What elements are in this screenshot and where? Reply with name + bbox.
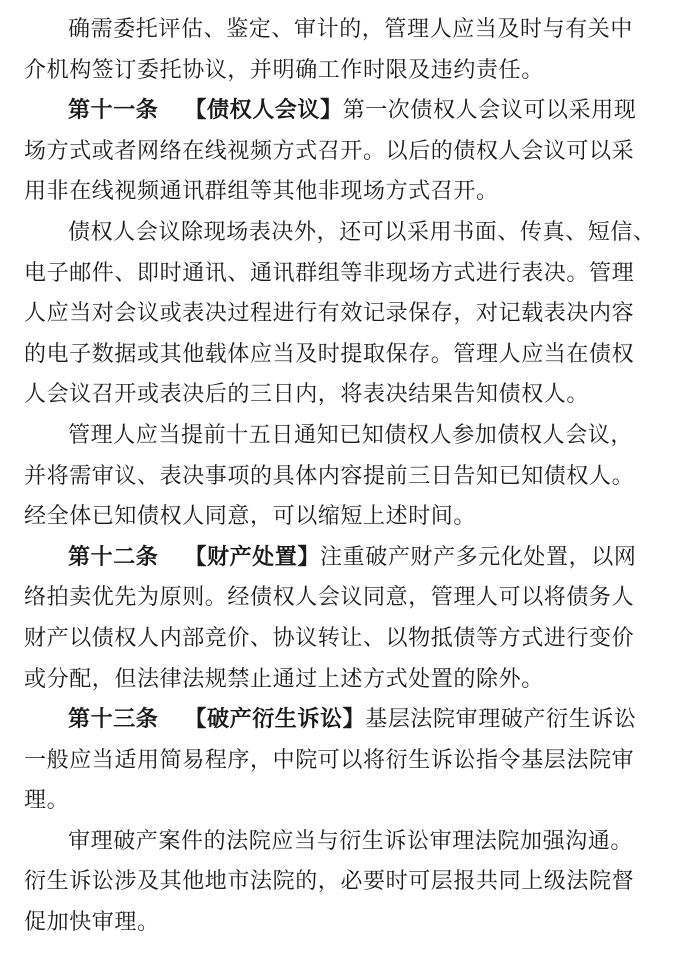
document-page [24,10,658,944]
text-line: 人应当对会议或表决过程进行有效记录保存，对记载表决内容 [24,301,635,327]
text-line: 债权人会议除现场表决外，还可以采用书面、传真、短信、 [68,219,656,245]
text-line: 理。 [24,788,70,814]
article-11-first-line [24,91,658,132]
article-12-first-line [24,538,658,579]
article-number: 第十三条 [68,707,159,733]
article-title: 【破产衍生诉讼】 [184,707,366,733]
text-line: 的电子数据或其他载体应当及时提取保存。管理人应当在债权 [24,341,635,367]
text-line: 或分配，但法律法规禁止通过上述方式处置的除外。 [24,666,544,692]
article-title: 【债权人会议】 [184,98,343,124]
text-span: 第一次债权人会议可以采用现 [342,98,637,124]
paragraph-notice [24,416,658,538]
text-line: 经全体已知债权人同意，可以缩短上述时间。 [24,504,477,530]
text-line: 审理破产案件的法院应当与衍生诉讼审理法院加强沟通。 [68,828,634,854]
text-line: 介机构签订委托协议，并明确工作时限及违约责任。 [24,57,544,83]
text-line: 并将需审议、表决事项的具体内容提前三日告知已知债权人。 [24,463,635,489]
text-line: 财产以债权人内部竞价、协议转让、以物抵债等方式进行变价 [24,625,635,651]
article-13-first-line [24,700,658,741]
paragraph-voting [24,213,658,416]
text-line: 一般应当适用简易程序，中院可以将衍生诉讼指令基层法院审 [24,747,635,773]
text-line: 人会议召开或表决后的三日内，将表决结果告知债权人。 [24,382,590,408]
text-line: 用非在线视频通讯群组等其他非现场方式召开。 [24,179,499,205]
text-line: 电子邮件、即时通讯、通讯群组等非现场方式进行表决。管理 [24,260,635,286]
article-title: 【财产处置】 [184,544,321,570]
text-line: 确需委托评估、鉴定、审计的，管理人应当及时与有关中 [68,17,634,42]
text-line: 场方式或者网络在线视频方式召开。以后的债权人会议可以采 [24,138,635,164]
article-13 [24,700,658,822]
text-span: 注重破产财产多元化处置，以网 [320,544,637,570]
text-span: 基层法院审理破产衍生诉讼 [365,707,637,733]
text-line: 络拍卖优先为原则。经债权人会议同意，管理人可以将债务人 [24,585,635,611]
paragraph-derivative [24,822,658,944]
text-line: 促加快审理。 [24,910,160,936]
text-line: 衍生诉讼涉及其他地市法院的，必要时可层报共同上级法院督 [24,869,635,895]
article-number: 第十二条 [68,544,159,570]
article-12 [24,538,658,700]
paragraph-commission [24,10,658,91]
text-line: 管理人应当提前十五日通知已知债权人参加债权人会议， [68,422,634,448]
article-number: 第十一条 [68,98,159,124]
article-11 [24,91,658,213]
